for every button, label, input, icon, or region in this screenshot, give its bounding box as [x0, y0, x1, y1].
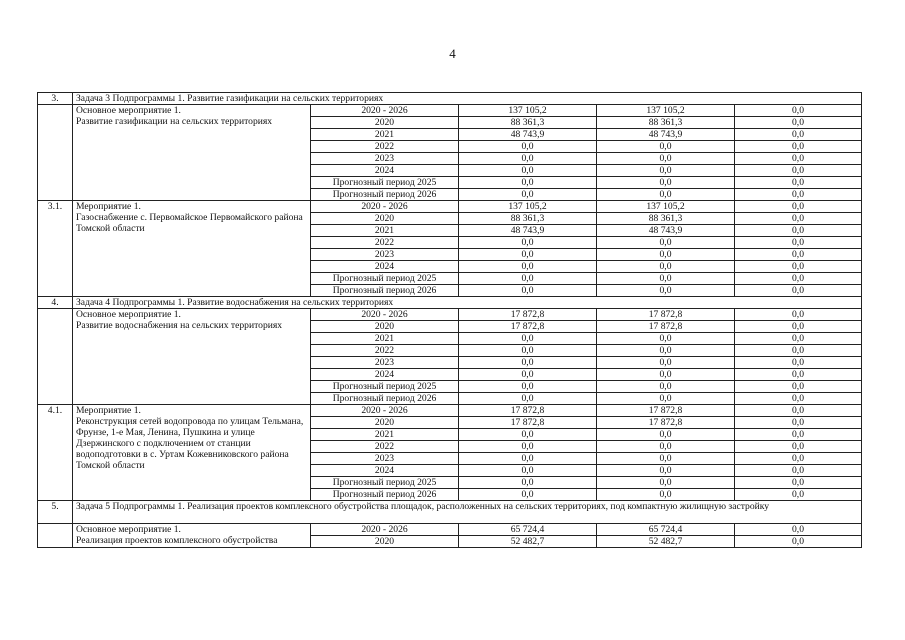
value-budget-cell: 0,0	[597, 441, 735, 453]
value-other-cell: 0,0	[735, 225, 862, 237]
value-budget-cell: 0,0	[597, 189, 735, 201]
value-total-cell: 0,0	[459, 165, 597, 177]
event-number	[38, 524, 73, 548]
value-total-cell: 17 872,8	[459, 321, 597, 333]
value-other-cell: 0,0	[735, 381, 862, 393]
value-budget-cell: 0,0	[597, 237, 735, 249]
value-other-cell: 0,0	[735, 405, 862, 417]
period-cell: 2023	[311, 453, 459, 465]
value-other-cell: 0,0	[735, 201, 862, 213]
event-name	[73, 405, 311, 501]
value-budget-cell: 0,0	[597, 429, 735, 441]
event-number	[38, 105, 73, 201]
period-cell: Прогнозный период 2026	[311, 285, 459, 297]
period-cell: Прогнозный период 2025	[311, 477, 459, 489]
period-cell: 2020 - 2026	[311, 309, 459, 321]
period-cell: 2024	[311, 465, 459, 477]
event-name-line: Основное мероприятие 1.	[76, 105, 181, 116]
page-number: 4	[449, 46, 456, 61]
period-cell: 2020	[311, 536, 459, 548]
task-number: 5.	[38, 501, 73, 524]
value-total-cell: 17 872,8	[459, 405, 597, 417]
value-total-cell: 17 872,8	[459, 309, 597, 321]
event-name-line: Реконструкция сетей водопровода по улицам Тельмана, Фрунзе, 1-е Мая, Ленина, Пушкина и улице Дзержинского с подключением от станции водоподготовки в с. Уртам Кожевниковского района Томской области	[76, 416, 304, 471]
value-total-cell: 0,0	[459, 345, 597, 357]
period-cell: 2021	[311, 429, 459, 441]
event-number: 4.1.	[38, 405, 73, 501]
value-other-cell: 0,0	[735, 309, 862, 321]
value-budget-cell: 0,0	[597, 273, 735, 285]
value-total-cell: 0,0	[459, 453, 597, 465]
value-other-cell: 0,0	[735, 524, 862, 536]
period-cell: 2021	[311, 225, 459, 237]
value-budget-cell: 0,0	[597, 165, 735, 177]
period-cell: 2021	[311, 129, 459, 141]
value-budget-cell: 17 872,8	[597, 321, 735, 333]
value-total-cell: 0,0	[459, 141, 597, 153]
period-cell: 2023	[311, 249, 459, 261]
period-cell: 2024	[311, 369, 459, 381]
value-other-cell: 0,0	[735, 536, 862, 548]
value-other-cell: 0,0	[735, 177, 862, 189]
value-total-cell: 137 105,2	[459, 105, 597, 117]
table-row	[38, 405, 862, 417]
event-name	[73, 105, 311, 201]
period-cell: 2024	[311, 165, 459, 177]
value-total-cell: 17 872,8	[459, 417, 597, 429]
value-other-cell: 0,0	[735, 189, 862, 201]
period-cell: Прогнозный период 2026	[311, 189, 459, 201]
value-budget-cell: 0,0	[597, 345, 735, 357]
event-name-line: Развитие водоснабжения на сельских территориях	[76, 320, 283, 331]
value-budget-cell: 88 361,3	[597, 117, 735, 129]
value-budget-cell: 88 361,3	[597, 213, 735, 225]
task-title: Задача 3 Подпрограммы 1. Развитие газификации на сельских территориях	[73, 93, 862, 105]
value-other-cell: 0,0	[735, 273, 862, 285]
period-cell: 2020	[311, 213, 459, 225]
value-other-cell: 0,0	[735, 333, 862, 345]
table-row	[38, 309, 862, 321]
period-cell: 2022	[311, 141, 459, 153]
value-other-cell: 0,0	[735, 453, 862, 465]
value-budget-cell: 52 482,7	[597, 536, 735, 548]
value-budget-cell: 0,0	[597, 249, 735, 261]
value-other-cell: 0,0	[735, 153, 862, 165]
value-total-cell: 0,0	[459, 189, 597, 201]
period-cell: Прогнозный период 2025	[311, 273, 459, 285]
budget-table	[37, 92, 862, 548]
value-other-cell: 0,0	[735, 417, 862, 429]
value-budget-cell: 0,0	[597, 261, 735, 273]
task-row	[38, 297, 862, 309]
value-other-cell: 0,0	[735, 345, 862, 357]
period-cell: 2024	[311, 261, 459, 273]
event-name-line: Реализация проектов комплексного обустройства	[76, 535, 278, 546]
value-total-cell: 0,0	[459, 273, 597, 285]
value-total-cell: 0,0	[459, 393, 597, 405]
value-other-cell: 0,0	[735, 141, 862, 153]
value-budget-cell: 65 724,4	[597, 524, 735, 536]
value-other-cell: 0,0	[735, 465, 862, 477]
value-total-cell: 48 743,9	[459, 129, 597, 141]
value-total-cell: 0,0	[459, 429, 597, 441]
value-total-cell: 0,0	[459, 153, 597, 165]
table-row	[38, 524, 862, 536]
value-total-cell: 0,0	[459, 285, 597, 297]
value-total-cell: 0,0	[459, 381, 597, 393]
period-cell: 2020 - 2026	[311, 201, 459, 213]
value-budget-cell: 0,0	[597, 357, 735, 369]
value-total-cell: 88 361,3	[459, 213, 597, 225]
value-budget-cell: 137 105,2	[597, 201, 735, 213]
value-other-cell: 0,0	[735, 477, 862, 489]
value-budget-cell: 0,0	[597, 141, 735, 153]
task-title: Задача 5 Подпрограммы 1. Реализация проектов комплексного обустройства площадок, расположенных на сельских территориях, под компактную жилищную застройку	[73, 501, 862, 524]
value-total-cell: 0,0	[459, 177, 597, 189]
event-name-line: Газоснабжение с. Первомайское Первомайского района Томской области	[76, 212, 303, 234]
value-other-cell: 0,0	[735, 393, 862, 405]
period-cell: Прогнозный период 2026	[311, 393, 459, 405]
event-name-line: Мероприятие 1.	[76, 405, 141, 416]
value-total-cell: 137 105,2	[459, 201, 597, 213]
value-other-cell: 0,0	[735, 165, 862, 177]
value-total-cell: 0,0	[459, 261, 597, 273]
value-budget-cell: 48 743,9	[597, 129, 735, 141]
value-total-cell: 65 724,4	[459, 524, 597, 536]
event-name-line: Основное мероприятие 1.	[76, 524, 181, 535]
event-name	[73, 524, 311, 548]
task-number: 3.	[38, 93, 73, 105]
period-cell: 2023	[311, 357, 459, 369]
value-budget-cell: 0,0	[597, 369, 735, 381]
value-other-cell: 0,0	[735, 489, 862, 501]
period-cell: 2023	[311, 153, 459, 165]
value-total-cell: 0,0	[459, 249, 597, 261]
period-cell: Прогнозный период 2025	[311, 177, 459, 189]
value-budget-cell: 17 872,8	[597, 405, 735, 417]
value-budget-cell: 0,0	[597, 393, 735, 405]
period-cell: Прогнозный период 2025	[311, 381, 459, 393]
value-other-cell: 0,0	[735, 249, 862, 261]
value-other-cell: 0,0	[735, 321, 862, 333]
period-cell: 2020 - 2026	[311, 105, 459, 117]
value-total-cell: 0,0	[459, 357, 597, 369]
event-name-line: Мероприятие 1.	[76, 201, 141, 212]
value-total-cell: 0,0	[459, 441, 597, 453]
value-total-cell: 0,0	[459, 333, 597, 345]
value-budget-cell: 0,0	[597, 465, 735, 477]
event-name-line: Развитие газификации на сельских территориях	[76, 116, 273, 127]
value-total-cell: 88 361,3	[459, 117, 597, 129]
period-cell: 2020	[311, 321, 459, 333]
value-total-cell: 0,0	[459, 237, 597, 249]
event-number	[38, 309, 73, 405]
value-budget-cell: 0,0	[597, 489, 735, 501]
period-cell: 2022	[311, 237, 459, 249]
value-other-cell: 0,0	[735, 357, 862, 369]
period-cell: 2022	[311, 345, 459, 357]
period-cell: 2021	[311, 333, 459, 345]
task-row	[38, 93, 862, 105]
value-other-cell: 0,0	[735, 285, 862, 297]
value-budget-cell: 137 105,2	[597, 105, 735, 117]
value-other-cell: 0,0	[735, 213, 862, 225]
value-total-cell: 0,0	[459, 477, 597, 489]
period-cell: 2020 - 2026	[311, 405, 459, 417]
value-budget-cell: 0,0	[597, 177, 735, 189]
period-cell: 2020	[311, 417, 459, 429]
value-total-cell: 0,0	[459, 369, 597, 381]
table-row	[38, 201, 862, 213]
period-cell: 2020	[311, 117, 459, 129]
event-name	[73, 201, 311, 297]
value-other-cell: 0,0	[735, 237, 862, 249]
value-other-cell: 0,0	[735, 261, 862, 273]
value-other-cell: 0,0	[735, 369, 862, 381]
event-name-line: Основное мероприятие 1.	[76, 309, 181, 320]
value-total-cell: 0,0	[459, 489, 597, 501]
event-name	[73, 309, 311, 405]
value-budget-cell: 0,0	[597, 381, 735, 393]
task-row	[38, 501, 862, 524]
table-row	[38, 105, 862, 117]
value-budget-cell: 17 872,8	[597, 417, 735, 429]
value-other-cell: 0,0	[735, 105, 862, 117]
period-cell: 2020 - 2026	[311, 524, 459, 536]
value-other-cell: 0,0	[735, 129, 862, 141]
event-number: 3.1.	[38, 201, 73, 297]
value-budget-cell: 17 872,8	[597, 309, 735, 321]
value-budget-cell: 0,0	[597, 153, 735, 165]
value-other-cell: 0,0	[735, 429, 862, 441]
value-budget-cell: 0,0	[597, 285, 735, 297]
period-cell: 2022	[311, 441, 459, 453]
period-cell: Прогнозный период 2026	[311, 489, 459, 501]
value-other-cell: 0,0	[735, 117, 862, 129]
task-title: Задача 4 Подпрограммы 1. Развитие водоснабжения на сельских территориях	[73, 297, 862, 309]
value-budget-cell: 0,0	[597, 453, 735, 465]
value-total-cell: 52 482,7	[459, 536, 597, 548]
value-budget-cell: 48 743,9	[597, 225, 735, 237]
task-number: 4.	[38, 297, 73, 309]
value-other-cell: 0,0	[735, 441, 862, 453]
value-budget-cell: 0,0	[597, 333, 735, 345]
value-total-cell: 0,0	[459, 465, 597, 477]
value-total-cell: 48 743,9	[459, 225, 597, 237]
value-budget-cell: 0,0	[597, 477, 735, 489]
